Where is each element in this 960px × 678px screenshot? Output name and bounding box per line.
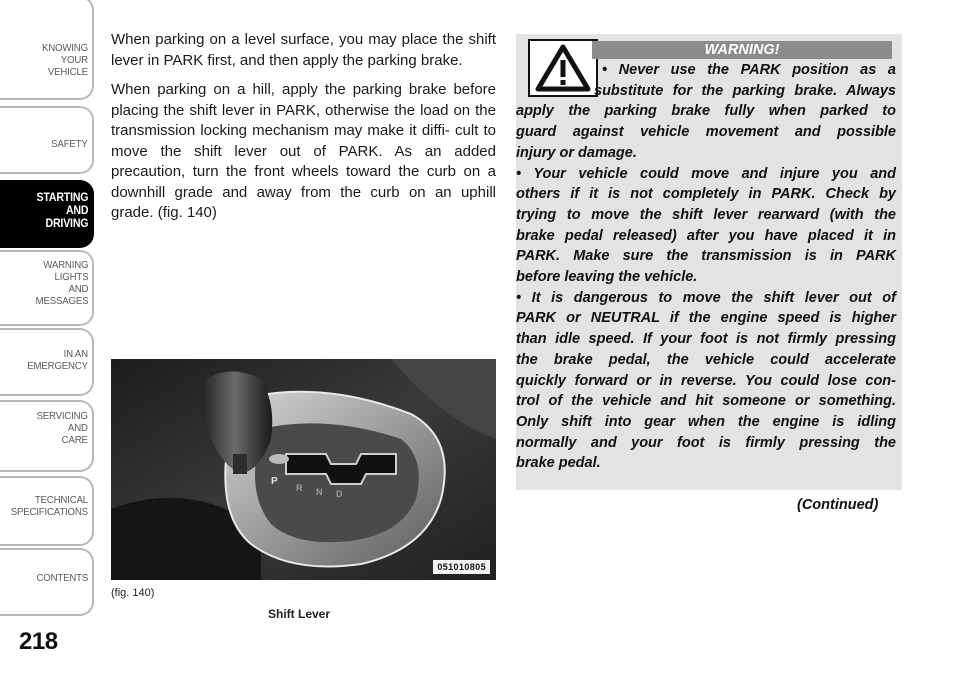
warning-line: brake pedal released) after you have placed it in bbox=[516, 227, 896, 244]
figure-reference: (fig. 140) bbox=[111, 587, 155, 599]
continued-label: (Continued) bbox=[797, 497, 879, 513]
body-text bbox=[111, 30, 496, 233]
warning-line: • It is dangerous to move the shift lever out of bbox=[516, 289, 896, 306]
tab-label: WARNING LIGHTS AND MESSAGES bbox=[35, 259, 88, 307]
tab-warning-lights-and-messages[interactable] bbox=[0, 250, 94, 326]
warning-line: Only shift into gear when the engine is idling bbox=[516, 413, 896, 430]
shift-lever-photo bbox=[111, 359, 496, 580]
tab-label: STARTING AND DRIVING bbox=[36, 192, 88, 230]
tab-safety[interactable] bbox=[0, 106, 94, 174]
tab-label: SAFETY bbox=[51, 138, 88, 150]
warning-line: before leaving the vehicle. bbox=[516, 269, 698, 286]
tab-label: KNOWING YOUR VEHICLE bbox=[42, 42, 88, 78]
tab-in-an-emergency[interactable] bbox=[0, 328, 94, 396]
warning-text bbox=[516, 60, 896, 474]
warning-line: • Your vehicle could move and injure you and bbox=[516, 165, 896, 182]
tab-servicing-and-care[interactable] bbox=[0, 400, 94, 472]
gear-letter-r: R bbox=[296, 483, 303, 493]
warning-line: than idle speed. If your foot is not firmly pressing bbox=[516, 331, 896, 348]
gear-letter-d: D bbox=[336, 489, 343, 499]
tab-starting-and-driving[interactable] bbox=[0, 180, 94, 248]
tab-technical-specifications[interactable] bbox=[0, 476, 94, 546]
warning-line: trying to move the shift lever rearward (with the bbox=[516, 206, 896, 223]
warning-box bbox=[516, 34, 902, 490]
warning-line: guard against vehicle movement and possible bbox=[516, 124, 896, 141]
shift-lever-illustration bbox=[111, 359, 496, 580]
warning-line: quickly forward or in reverse. You could lose con- bbox=[516, 372, 896, 389]
chapter-tabs bbox=[0, 0, 97, 620]
warning-line: brake pedal. bbox=[516, 455, 601, 472]
paragraph-hill-parking: When parking on a hill, apply the parking brake before placing the shift lever in PARK, otherwise the load on the transmission locking mechanism may make it diffi- cult to move the shift lever out of PARK. As an added precaution, turn the front wheels toward the curb on a downhill grade and away from the curb on an uphill grade. (fig. 140) bbox=[111, 81, 496, 221]
paragraph-level-surface: When parking on a level surface, you may place the shift lever in PARK first, and then apply the parking brake. bbox=[111, 31, 496, 69]
warning-line: normally and your foot is firmly pressing the bbox=[516, 434, 896, 451]
warning-line: trol of the vehicle and hit someone or something. bbox=[516, 393, 896, 410]
warning-line: others if it is not completely in PARK. Check by bbox=[516, 186, 896, 203]
warning-line: PARK. Make sure the transmission is in PARK bbox=[516, 248, 896, 265]
tab-label: SERVICING AND CARE bbox=[36, 410, 88, 446]
figure-caption: Shift Lever bbox=[268, 607, 331, 621]
warning-line: apply the parking brake fully when parked to bbox=[516, 103, 896, 120]
gear-letter-n: N bbox=[316, 487, 323, 497]
gear-letter-p: P bbox=[271, 476, 278, 487]
page-number: 218 bbox=[19, 628, 58, 655]
tab-knowing-your-vehicle[interactable] bbox=[0, 0, 94, 100]
tab-contents[interactable] bbox=[0, 548, 94, 616]
warning-line: • Never use the PARK position as a bbox=[602, 62, 896, 78]
warning-line: substitute for the parking brake. Always bbox=[594, 82, 896, 99]
tab-label: IN AN EMERGENCY bbox=[27, 348, 88, 372]
tab-label: CONTENTS bbox=[36, 572, 88, 584]
warning-line: injury or damage. bbox=[516, 144, 637, 161]
warning-line: the brake pedal, the vehicle could accelerate bbox=[516, 351, 896, 368]
figure-code: 051010805 bbox=[433, 560, 490, 574]
tab-label: TECHNICAL SPECIFICATIONS bbox=[10, 494, 88, 518]
warning-line: PARK or NEUTRAL if the engine speed is higher bbox=[516, 310, 896, 327]
warning-header: WARNING! bbox=[592, 41, 892, 59]
